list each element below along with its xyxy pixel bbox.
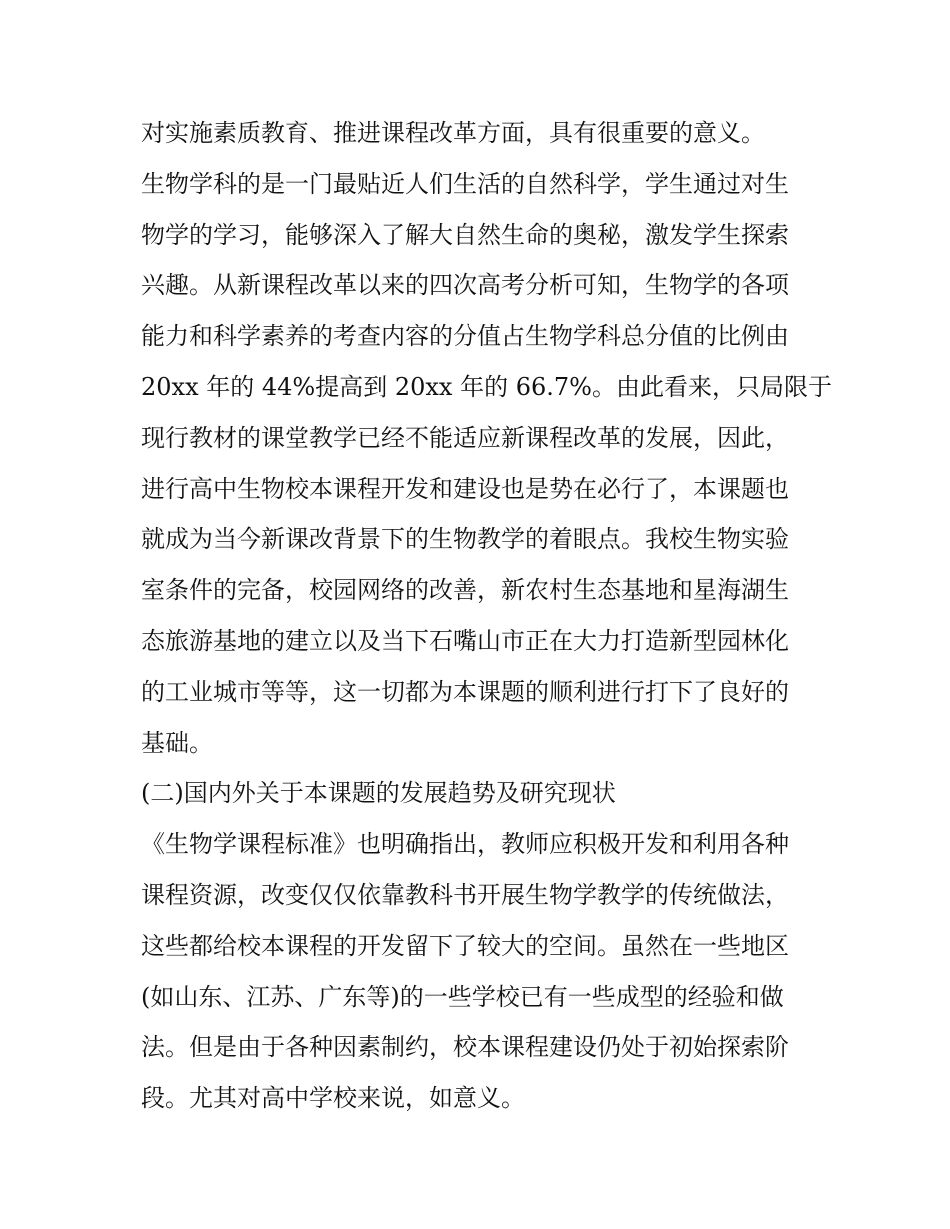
text-line: 段。尤其对高中学校来说，如意义。 xyxy=(141,1084,525,1113)
text-line: 基础。 xyxy=(141,728,213,757)
text-line: 就成为当今新课改背景下的生物教学的着眼点。我校生物实验 xyxy=(141,525,789,554)
text-line: 生物学科的是一门最贴近人们生活的自然科学，学生通过对生 xyxy=(141,169,789,198)
text-line: 能力和科学素养的考查内容的分值占生物学科总分值的比例由 xyxy=(141,322,789,351)
text-line: 对实施素质教育、推进课程改革方面，具有很重要的意义。 xyxy=(141,119,765,147)
text-line: 室条件的完备，校园网络的改善，新农村生态基地和星海湖生 xyxy=(141,576,789,605)
text-line: 这些都给校本课程的开发留下了较大的空间。虽然在一些地区 xyxy=(141,931,789,960)
section-heading: (二)国内外关于本课题的发展趋势及研究现状 xyxy=(141,779,616,808)
text-line: 态旅游基地的建立以及当下石嘴山市正在大力打造新型园林化 xyxy=(141,626,789,655)
text-line: 物学的学习，能够深入了解大自然生命的奥秘，激发学生探索 xyxy=(141,220,789,249)
text-line: 现行教材的课堂教学已经不能适应新课程改革的发展，因此， xyxy=(141,423,789,452)
text-line: 进行高中生物校本课程开发和建设也是势在必行了，本课题也 xyxy=(141,474,789,503)
text-line: 课程资源，改变仅仅依靠教科书开展生物学教学的传统做法， xyxy=(141,880,789,909)
text-line: (如山东、江苏、广东等)的一些学校已有一些成型的经验和做 xyxy=(141,982,784,1011)
text-line: 的工业城市等等，这一切都为本课题的顺利进行打下了良好的 xyxy=(141,677,789,706)
document-body xyxy=(141,108,832,1124)
text-line: 法。但是由于各种因素制约，校本课程建设仍处于初始探索阶 xyxy=(141,1033,789,1062)
text-line: 《生物学课程标准》也明确指出，教师应积极开发和利用各种 xyxy=(141,830,789,859)
text-line: 20xx 年的 44%提高到 20xx 年的 66.7%。由此看来，只局限于 xyxy=(141,372,832,401)
text-line: 兴趣。从新课程改革以来的四次高考分析可知，生物学的各项 xyxy=(141,271,789,300)
